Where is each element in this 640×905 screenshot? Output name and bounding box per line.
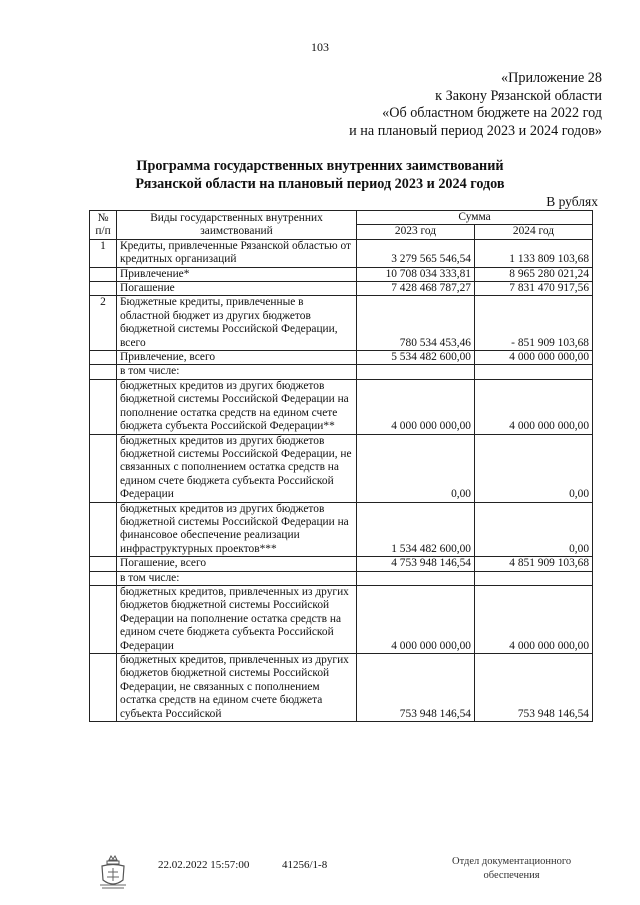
page-footer: [0, 854, 640, 894]
table-row: [90, 585, 593, 653]
amount-2024-cell: 0,00: [475, 434, 593, 502]
row-number-cell: [90, 585, 117, 653]
amount-2023-cell: 0,00: [357, 434, 475, 502]
header-year-2023: 2023 год: [357, 225, 475, 239]
appendix-line-2: к Закону Рязанской области: [435, 87, 602, 104]
table-row: [90, 239, 593, 267]
table-row: [90, 434, 593, 502]
borrowing-type-cell: бюджетных кредитов из других бюджетов бюджетной системы Российской Федерации на финансовое обеспечение реализации инфраструктурных проектов***: [117, 502, 357, 557]
table-row: [90, 296, 593, 351]
table-row: [90, 502, 593, 557]
table-row: [90, 654, 593, 722]
amount-2023-cell: [357, 365, 475, 379]
header-year-2024: 2024 год: [475, 225, 593, 239]
amount-2024-cell: [475, 365, 593, 379]
amount-2024-cell: 0,00: [475, 502, 593, 557]
appendix-reference: [349, 70, 602, 140]
amount-2024-cell: 8 965 280 021,24: [475, 267, 593, 281]
appendix-line-4: и на плановый период 2023 и 2024 годов»: [349, 122, 602, 139]
stamp-datetime: 22.02.2022 15:57:00: [158, 859, 250, 871]
row-number-cell: [90, 557, 117, 571]
amount-2023-cell: 4 000 000 000,00: [357, 585, 475, 653]
amount-2024-cell: - 851 909 103,68: [475, 296, 593, 351]
amount-2023-cell: 7 428 468 787,27: [357, 282, 475, 296]
row-number-cell: [90, 282, 117, 296]
row-number-cell: [90, 379, 117, 434]
title-line-1: Программа государственных внутренних заимствований: [136, 158, 504, 174]
department-stamp: [452, 855, 571, 883]
table-header-row: [90, 211, 593, 225]
page-number: 103: [311, 40, 329, 54]
amount-2023-cell: 4 000 000 000,00: [357, 379, 475, 434]
borrowing-type-cell: Кредиты, привлеченные Рязанской областью от кредитных организаций: [117, 239, 357, 267]
row-number-cell: [90, 502, 117, 557]
table-row: [90, 379, 593, 434]
row-number-cell: [90, 434, 117, 502]
amount-2023-cell: 5 534 482 600,00: [357, 351, 475, 365]
row-number-cell: [90, 365, 117, 379]
row-number-cell: 2: [90, 296, 117, 351]
amount-2024-cell: 4 000 000 000,00: [475, 351, 593, 365]
borrowing-type-cell: Привлечение, всего: [117, 351, 357, 365]
amount-2024-cell: 4 851 909 103,68: [475, 557, 593, 571]
header-borrowing-type: Виды государственных внутренних заимствований: [117, 211, 357, 240]
borrowing-program-table: [89, 210, 593, 722]
table-row: [90, 282, 593, 296]
row-number-cell: [90, 351, 117, 365]
department-line-2: обеспечения: [483, 870, 540, 881]
table-row: [90, 351, 593, 365]
borrowing-type-cell: Привлечение*: [117, 267, 357, 281]
header-num: № п/п: [90, 211, 117, 240]
borrowing-type-cell: бюджетных кредитов, привлеченных из других бюджетов бюджетной системы Российской Федерации, не связанных с пополнением остатка средств на едином счете бюджета субъекта Российской: [117, 654, 357, 722]
borrowing-type-cell: в том числе:: [117, 365, 357, 379]
amount-2024-cell: 4 000 000 000,00: [475, 379, 593, 434]
amount-2024-cell: [475, 571, 593, 585]
row-number-cell: [90, 571, 117, 585]
amount-2023-cell: 10 708 034 333,81: [357, 267, 475, 281]
document-number: 41256/1-8: [282, 859, 328, 871]
borrowing-type-cell: в том числе:: [117, 571, 357, 585]
table-row: [90, 365, 593, 379]
amount-2023-cell: 3 279 565 546,54: [357, 239, 475, 267]
amount-2023-cell: [357, 571, 475, 585]
borrowing-type-cell: Бюджетные кредиты, привлеченные в областной бюджет из других бюджетов бюджетной системы Российской Федерации, всего: [117, 296, 357, 351]
amount-2024-cell: 7 831 470 917,56: [475, 282, 593, 296]
amount-2024-cell: 753 948 146,54: [475, 654, 593, 722]
row-number-cell: [90, 267, 117, 281]
amount-2023-cell: 4 753 948 146,54: [357, 557, 475, 571]
borrowing-type-cell: бюджетных кредитов, привлеченных из других бюджетов бюджетной системы Российской Федерации на пополнение остатка средств на едином счете бюджета субъекта Российской Федерации: [117, 585, 357, 653]
table-row: [90, 557, 593, 571]
header-sum: Сумма: [357, 211, 593, 225]
table-row: [90, 267, 593, 281]
amount-2023-cell: 780 534 453,46: [357, 296, 475, 351]
regional-emblem-icon: [96, 854, 130, 890]
row-number-cell: 1: [90, 239, 117, 267]
borrowing-type-cell: Погашение: [117, 282, 357, 296]
table-row: [90, 571, 593, 585]
units-label: В рублях: [546, 194, 598, 209]
document-title: [0, 158, 640, 193]
amount-2024-cell: 1 133 809 103,68: [475, 239, 593, 267]
amount-2023-cell: 753 948 146,54: [357, 654, 475, 722]
appendix-line-3: «Об областном бюджете на 2022 год: [382, 105, 602, 121]
amount-2024-cell: 4 000 000 000,00: [475, 585, 593, 653]
amount-2023-cell: 1 534 482 600,00: [357, 502, 475, 557]
borrowing-type-cell: Погашение, всего: [117, 557, 357, 571]
row-number-cell: [90, 654, 117, 722]
department-line-1: Отдел документационного: [452, 856, 572, 867]
appendix-line-1: «Приложение 28: [501, 70, 602, 86]
borrowing-type-cell: бюджетных кредитов из других бюджетов бюджетной системы Российской Федерации, не связанных с пополнением остатка средств на едином счете бюджета субъекта Российской Федерации: [117, 434, 357, 502]
title-line-2: Рязанской области на плановый период 2023 и 2024 годов: [135, 175, 505, 192]
borrowing-type-cell: бюджетных кредитов из других бюджетов бюджетной системы Российской Федерации на пополнение остатка средств на едином счете бюджета субъекта Российской Федерации**: [117, 379, 357, 434]
